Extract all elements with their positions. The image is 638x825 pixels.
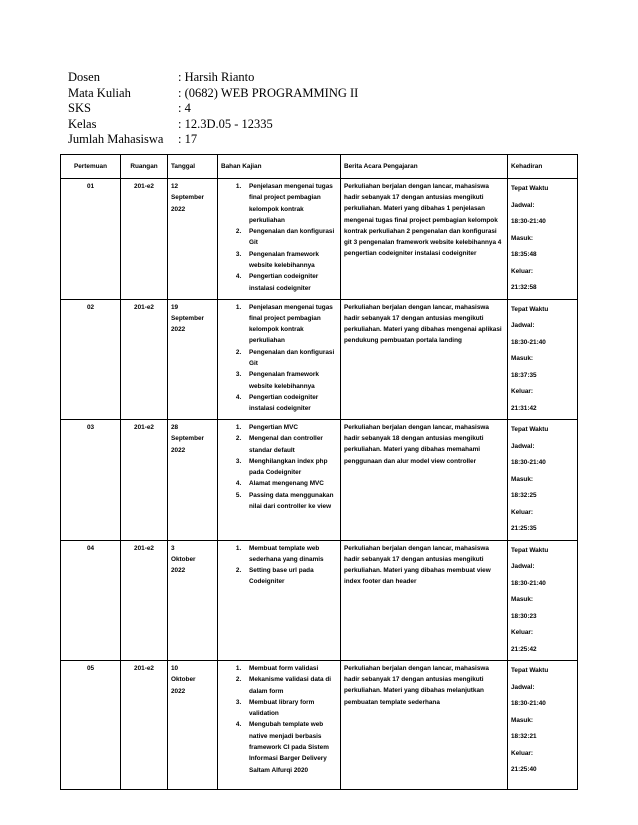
bahan-item: 3. Membuat library form validation xyxy=(243,697,337,720)
bahan-item: 4. Alamat mengenang MVC xyxy=(243,478,337,489)
berita-cell: Perkuliahan berjalan dengan lancar, mahasiswa hadir sebanyak 18 dengan antusias mengikuti perkuliahan. Materi yang dibahas memahami penggunaan dan alur model view controller xyxy=(341,420,508,541)
header-row-kelas xyxy=(68,117,358,133)
kehadiran-cell xyxy=(508,540,578,661)
kehadiran-line: 18:32:21 xyxy=(511,733,537,740)
table-row xyxy=(61,420,578,541)
tanggal-line: Oktober xyxy=(171,676,196,684)
tanggal-line: September xyxy=(171,194,205,202)
bahan-item: 1. Membuat template web sederhana yang dinamis xyxy=(243,543,337,566)
tanggal-line: 10 xyxy=(171,665,179,672)
col-header-tanggal: Tanggal xyxy=(168,155,218,179)
kehadiran-line: Tepat Waktu xyxy=(511,667,549,674)
bahan-cell xyxy=(218,179,341,300)
tanggal-line: 2022 xyxy=(171,205,186,213)
sks-label: SKS xyxy=(68,101,91,115)
ruangan-cell: 201-e2 xyxy=(121,661,168,790)
tanggal-cell xyxy=(168,179,218,300)
kehadiran-line: Tepat Waktu xyxy=(511,426,549,433)
berita-cell: Perkuliahan berjalan dengan lancar, mahasiswa hadir sebanyak 17 dengan antusias mengikuti perkuliahan. Materi yang dibahas 1 penjelasan mengenai tugas final project pembagian kelompok kontrak perkuliahan 2 pengenalan dan konfigurasi git 3 pengenalan framework website kelebihannya 4 pengertian codeigniter instalasi codeigniter xyxy=(341,179,508,300)
kehadiran-line: 21:32:58 xyxy=(511,284,537,291)
kehadiran-line: Masuk: xyxy=(511,596,534,603)
bahan-list xyxy=(221,302,337,415)
table-row xyxy=(61,179,578,300)
kehadiran-line: 18:37:35 xyxy=(511,371,537,379)
kehadiran-line: Keluar: xyxy=(511,267,534,275)
kehadiran-line: Keluar: xyxy=(511,749,534,757)
bahan-cell xyxy=(218,661,341,790)
dosen-label: Dosen xyxy=(68,70,100,84)
bahan-list xyxy=(221,181,337,294)
kehadiran-line: Jadwal: xyxy=(511,683,535,691)
bahan-item: 3. Menghilangkan index php pada Codeigniter xyxy=(243,456,337,479)
kehadiran-cell xyxy=(508,179,578,300)
bahan-item: 3. Pengenalan framework website kelebihannya xyxy=(243,249,337,272)
jumlah-value: : 17 xyxy=(178,132,198,146)
ruangan-cell: 201-e2 xyxy=(121,420,168,541)
kehadiran-line: 21:25:35 xyxy=(511,525,537,532)
table-row xyxy=(61,540,578,661)
bahan-item: 4. Mengubah template web native menjadi berbasis framework CI pada Sistem Informasi Barger Delivery Saltam Alfurqi 2020 xyxy=(243,719,337,775)
tanggal-cell xyxy=(168,661,218,790)
dosen-value: : Harsih Rianto xyxy=(178,70,255,84)
bahan-item: 1. Penjelasan mengenai tugas final project pembagian kelompok kontrak perkuliahan xyxy=(243,181,337,226)
table-row xyxy=(61,661,578,790)
bahan-item: 1. Penjelasan mengenai tugas final project pembagian kelompok kontrak perkuliahan xyxy=(243,302,337,347)
header-row-matakuliah xyxy=(68,86,358,102)
kehadiran-line: 21:25:42 xyxy=(511,645,537,653)
tanggal-line: 19 xyxy=(171,303,179,311)
table-body xyxy=(61,179,578,790)
matakuliah-label: Mata Kuliah xyxy=(68,85,131,100)
tanggal-line: September xyxy=(171,435,205,443)
col-header-berita: Berita Acara Pengajaran xyxy=(341,155,508,179)
bahan-cell xyxy=(218,540,341,661)
course-header xyxy=(68,70,358,148)
pertemuan-cell: 03 xyxy=(61,420,121,541)
tanggal-line: 28 xyxy=(171,424,179,431)
tanggal-line: September xyxy=(171,314,205,322)
kehadiran-line: Jadwal: xyxy=(511,563,535,570)
tanggal-line: Oktober xyxy=(171,555,196,563)
table-row xyxy=(61,299,578,420)
kehadiran-line: 18:30-21:40 xyxy=(511,579,546,587)
table-header-row xyxy=(61,155,578,179)
matakuliah-value: : (0682) WEB PROGRAMMING II xyxy=(178,85,359,100)
bahan-item: 2. Pengenalan dan konfigurasi Git xyxy=(243,226,337,249)
bahan-item: 2. Setting base url pada Codeigniter xyxy=(243,565,337,588)
berita-cell: Perkuliahan berjalan dengan lancar, mahasiswa hadir sebanyak 17 dengan antusias mengikuti perkuliahan. Materi yang dibahas mengenai aplikasi pendukung pembuatan portala landing xyxy=(341,299,508,420)
kehadiran-line: Keluar: xyxy=(511,508,534,516)
kehadiran-line: Keluar: xyxy=(511,629,534,636)
pertemuan-cell: 02 xyxy=(61,299,121,420)
attendance-table xyxy=(60,154,578,790)
kehadiran-line: 18:30-21:40 xyxy=(511,700,546,707)
header-row-jumlah xyxy=(68,132,358,148)
kehadiran-line: Tepat Waktu xyxy=(511,305,549,313)
bahan-item: 2. Pengenalan dan konfigurasi Git xyxy=(243,347,337,370)
jumlah-label: Jumlah Mahasiswa xyxy=(68,132,164,146)
tanggal-line: 2022 xyxy=(171,567,186,575)
col-header-bahan: Bahan Kajian xyxy=(218,155,341,179)
bahan-list xyxy=(221,543,337,588)
berita-cell: Perkuliahan berjalan dengan lancar, mahasiswa hadir sebanyak 17 dengan antusias mengikuti perkuliahan. Materi yang dibahas membuat view index footer dan header xyxy=(341,540,508,661)
kehadiran-line: Tepat Waktu xyxy=(511,185,549,192)
kelas-label: Kelas xyxy=(68,116,97,131)
kehadiran-line: 18:30-21:40 xyxy=(511,459,546,466)
col-header-ruangan: Ruangan xyxy=(121,155,168,179)
bahan-item: 5. Passing data menggunakan nilai dari controller ke view xyxy=(243,490,337,513)
kehadiran-line: 21:31:42 xyxy=(511,404,537,412)
kehadiran-line: 18:30:23 xyxy=(511,612,537,620)
bahan-list xyxy=(221,663,337,776)
sks-value: : 4 xyxy=(178,101,191,115)
tanggal-line: 2022 xyxy=(171,446,186,454)
tanggal-line: 12 xyxy=(171,183,179,190)
kehadiran-line: Jadwal: xyxy=(511,201,535,209)
kehadiran-line: Masuk: xyxy=(511,716,534,724)
header-row-sks xyxy=(68,101,358,117)
kehadiran-line: Masuk: xyxy=(511,234,534,242)
pertemuan-cell: 04 xyxy=(61,540,121,661)
kehadiran-cell xyxy=(508,420,578,541)
kehadiran-line: Jadwal: xyxy=(511,442,535,450)
kehadiran-line: Masuk: xyxy=(511,355,534,362)
kehadiran-cell xyxy=(508,661,578,790)
ruangan-cell: 201-e2 xyxy=(121,179,168,300)
ruangan-cell: 201-e2 xyxy=(121,299,168,420)
bahan-item: 4. Pengertian codeigniter instalasi codeigniter xyxy=(243,271,337,294)
tanggal-line: 2022 xyxy=(171,687,186,695)
col-header-kehadiran: Kehadiran xyxy=(508,155,578,179)
berita-cell: Perkuliahan berjalan dengan lancar, mahasiswa hadir sebanyak 17 dengan antusias mengikuti perkuliahan. Materi yang dibahas melanjutkan pembuatan template sederhana xyxy=(341,661,508,790)
kehadiran-line: Keluar: xyxy=(511,388,534,395)
kehadiran-line: Tepat Waktu xyxy=(511,546,549,554)
tanggal-cell xyxy=(168,299,218,420)
bahan-item: 4. Pengertian codeigniter instalasi codeigniter xyxy=(243,392,337,415)
bahan-item: 3. Pengenalan framework website kelebihannya xyxy=(243,369,337,392)
tanggal-line: 3 xyxy=(171,544,175,552)
bahan-list xyxy=(221,422,337,512)
kelas-value: : 12.3D.05 - 12335 xyxy=(178,116,273,131)
col-header-pertemuan: Pertemuan xyxy=(61,155,121,179)
kehadiran-line: 18:32:25 xyxy=(511,492,537,499)
bahan-cell xyxy=(218,299,341,420)
bahan-item: 2. Mekanisme validasi data di dalam form xyxy=(243,674,337,697)
kehadiran-line: Masuk: xyxy=(511,475,534,483)
kehadiran-line: Jadwal: xyxy=(511,322,535,329)
tanggal-cell xyxy=(168,540,218,661)
bahan-item: 1. Pengertian MVC xyxy=(243,422,337,433)
kehadiran-line: 18:30-21:40 xyxy=(511,338,546,346)
kehadiran-line: 18:30-21:40 xyxy=(511,218,546,225)
ruangan-cell: 201-e2 xyxy=(121,540,168,661)
kehadiran-cell xyxy=(508,299,578,420)
bahan-cell xyxy=(218,420,341,541)
bahan-item: 1. Membuat form validasi xyxy=(243,663,337,674)
tanggal-cell xyxy=(168,420,218,541)
bahan-item: 2. Mengenal dan controller standar default xyxy=(243,433,337,456)
pertemuan-cell: 01 xyxy=(61,179,121,300)
tanggal-line: 2022 xyxy=(171,326,186,334)
kehadiran-line: 21:25:40 xyxy=(511,766,537,773)
header-row-dosen xyxy=(68,70,358,86)
kehadiran-line: 18:35:48 xyxy=(511,251,537,258)
pertemuan-cell: 05 xyxy=(61,661,121,790)
